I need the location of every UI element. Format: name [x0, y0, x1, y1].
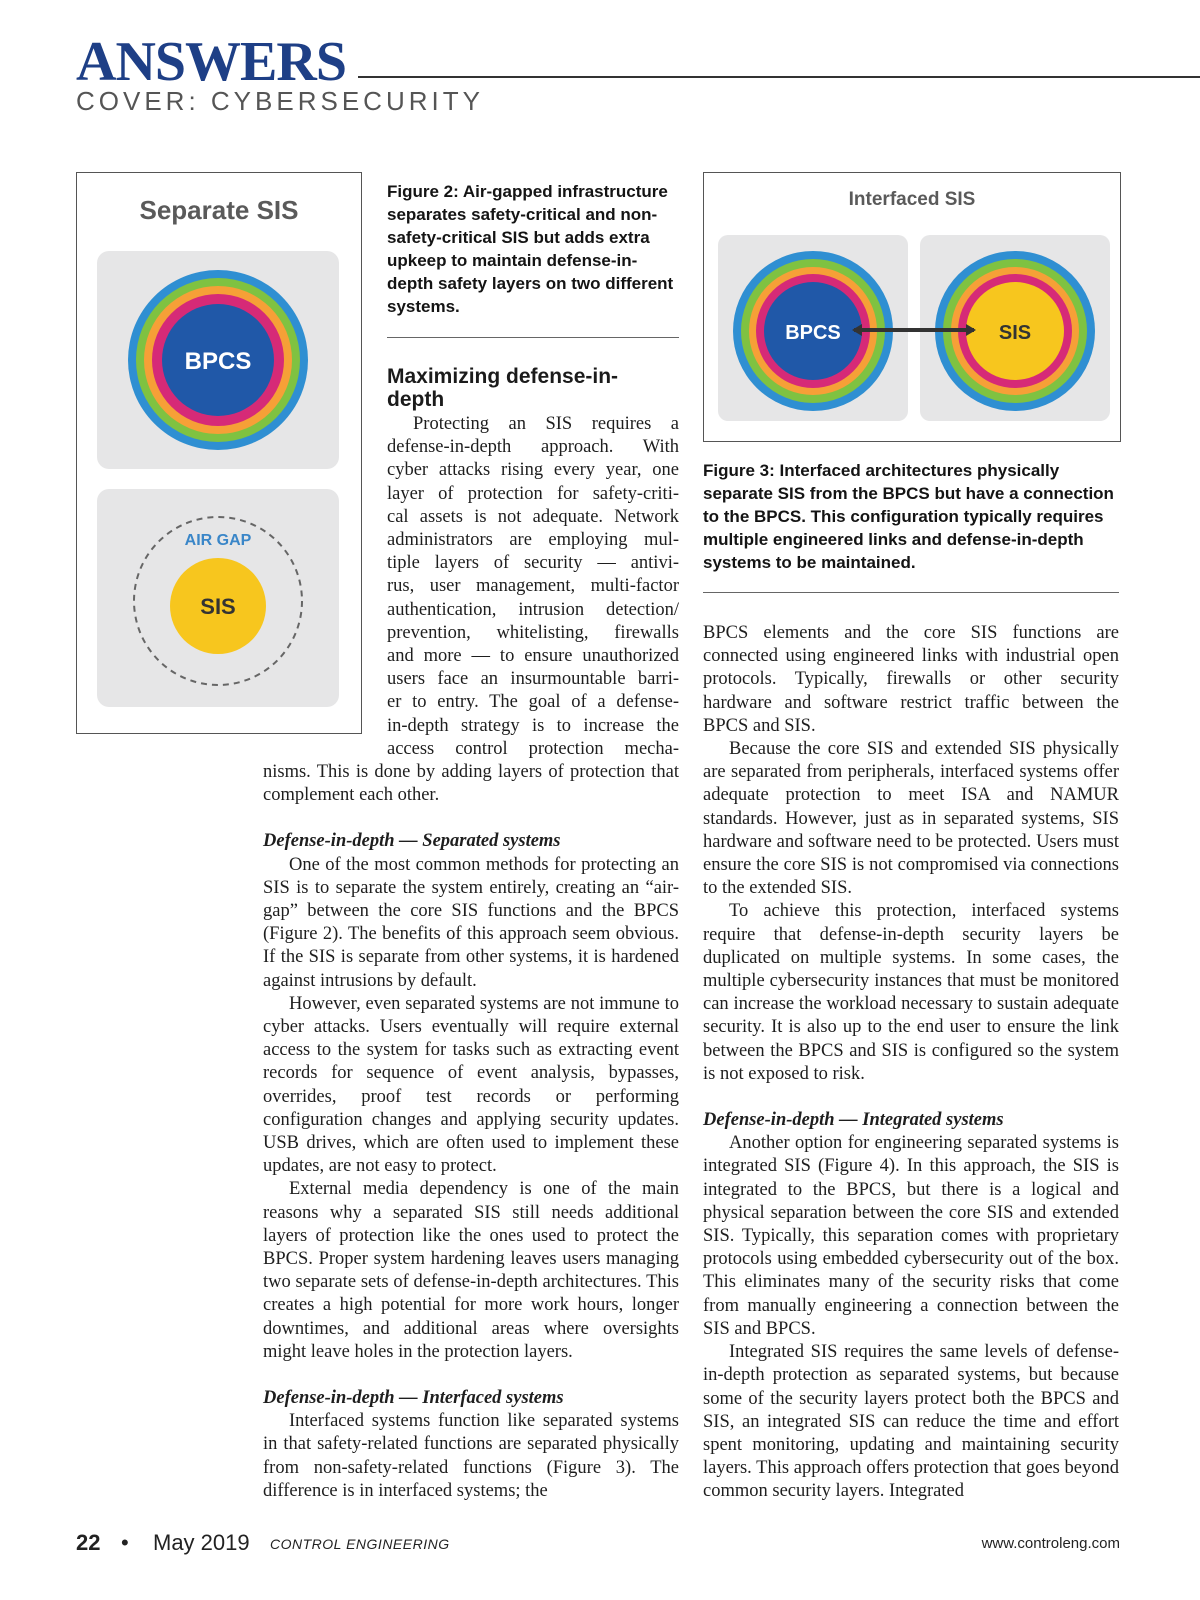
intro-line: and more — to ensure unauthorized: [387, 646, 679, 667]
paragraph: External media dependency is one of the main reasons why a separated SIS still needs additional layers of protection like the ones used to protect the BPCS. Proper system hardening leaves users managing two separate sets of defense-in-depth architectures. This creates a high potential for more work hours, longer downtimes, and additional areas where oversights might leave holes in the protection layers.: [263, 1179, 679, 1362]
paragraph: However, even separated systems are not immune to cyber attacks. Users eventually will require external access to the system for tasks such as extracting event records for sequence of event analysis, bypasses, overrides, proof test records or performing configuration changes and applying security updates. USB drives, which are often used to implement these updates, are not easy to protect.: [263, 993, 679, 1177]
paragraph: Because the core SIS and extended SIS physically are separated from peripherals, interfaced systems offer adequate protection to meet ISA and NAMUR standards. However, just as in separated systems, SIS hardware and software need to be protected. Users must ensure the core SIS is not compromised via connections to the extended SIS.: [703, 739, 1119, 899]
intro-line: rus, user management, multi-factor: [387, 576, 679, 597]
paragraph: To achieve this protection, interfaced systems require that defense-in-depth security layers be duplicated on multiple systems. In some cases, the multiple cybersecurity instances that must be monitored can increase the workload necessary to sustain adequate security. It is also up to the end user to ensure the link between the BPCS and SIS is configured so the system is not exposed to risk.: [703, 901, 1119, 1084]
publication-name: CONTROL ENGINEERING: [270, 1536, 450, 1552]
integrated-systems-heading: Defense-in-depth — Integrated systems: [703, 1110, 1004, 1131]
paragraph: Another option for engineering separated systems is integrated SIS (Figure 4). In this approach, the SIS is integrated to the BPCS, but there is a logical and physical separation between the core SIS and extended SIS. Typically, this separation comes with proprietary protocols using embedded cybersecurity out of the box. This eliminates many of the security risks that come from manually engineering a connection between the SIS and BPCS.: [703, 1133, 1119, 1339]
issue-date: May 2019: [153, 1530, 250, 1555]
left-column: [263, 761, 679, 1503]
sis-label: SIS: [200, 594, 236, 619]
intro-line: Protecting an SIS requires a: [413, 414, 679, 434]
paragraph: BPCS elements and the core SIS functions are connected using engineered links with industrial open protocols. Typically, firewalls or other security hardware and software restrict traffic between the BPCS and SIS.: [703, 623, 1119, 736]
footer-bullet: •: [121, 1530, 129, 1555]
caption-divider: [387, 337, 679, 338]
intro-line: users face an insurmountable barri-: [387, 669, 679, 690]
bpcs-label: BPCS: [785, 322, 841, 344]
intro-line: layer of protection for safety-criti-: [387, 483, 679, 504]
figure-3-title: Interfaced SIS: [848, 189, 976, 210]
intro-line: administrators are employing mul-: [387, 530, 679, 551]
paragraph: Integrated SIS requires the same levels of defense-in-depth protection as separated systems, but because some of the security layers protect both the BPCS and SIS, an integrated SIS can reduce the time and effort spent monitoring, updating and maintaining security layers. This approach offers protection that goes beyond common security layers. Integrated: [703, 1342, 1119, 1502]
section-heading: Maximizing defense-in-depth: [387, 365, 619, 411]
header-rule: [358, 76, 1200, 78]
intro-continued: nisms. This is done by adding layers of protection that complement each other.: [263, 762, 679, 806]
intro-line: er to entry. The goal of a defense-: [387, 692, 679, 713]
section-title: ANSWERS: [76, 31, 346, 93]
intro-line: in-depth strategy is to increase the: [387, 715, 679, 736]
bpcs-rings-diagram: [97, 251, 339, 469]
intro-line: defense-in-depth approach. With: [387, 437, 679, 458]
section-subtitle: COVER: CYBERSECURITY: [76, 86, 484, 116]
intro-line: authentication, intrusion detection/: [387, 599, 679, 620]
intro-line: prevention, whitelisting, firewalls: [387, 622, 679, 643]
intro-wrapped-text: [387, 413, 679, 761]
sis-label: SIS: [998, 322, 1032, 344]
bpcs-panel: [97, 251, 339, 469]
figure-2-separate-sis: [76, 172, 362, 734]
paragraph: Interfaced systems function like separated systems in that safety-related functions are separated physically from non-safety-related functions (Figure 3). The difference is in interfaced systems; the: [263, 1411, 679, 1501]
intro-line: cal assets is not adequate. Network: [387, 506, 679, 527]
sis-airgap-panel: [97, 489, 339, 707]
figure-3-interfaced-sis: [703, 172, 1121, 442]
bpcs-label: BPCS: [184, 348, 252, 375]
page-number: 22: [76, 1530, 101, 1555]
interfaced-diagram: [704, 173, 1120, 441]
separated-systems-heading: Defense-in-depth — Separated systems: [263, 831, 561, 852]
interfaced-systems-heading: Defense-in-depth — Interfaced systems: [263, 1388, 564, 1409]
website-url: www.controleng.com: [981, 1535, 1120, 1552]
airgap-label: AIR GAP: [184, 532, 252, 549]
figure-2-caption: Figure 2: Air-gapped infrastructure separates safety-critical and non-safety-critical SIS but adds extra upkeep to maintain defense-in-depth safety layers on two different systems.: [387, 182, 674, 316]
right-column: [703, 622, 1119, 1504]
airgap-diagram: [97, 489, 339, 707]
intro-line: tiple layers of security — antivi-: [387, 553, 679, 574]
figure-2-title: Separate SIS: [139, 195, 299, 225]
figure-3-caption: Figure 3: Interfaced architectures physically separate SIS from the BPCS but have a connection to the BPCS. This configuration typically requires multiple engineered links and defense-in-depth systems to be maintained.: [703, 461, 1114, 572]
caption-divider: [703, 592, 1119, 593]
paragraph: One of the most common methods for protecting an SIS is to separate the system entirely, creating an “air-gap” between the core SIS functions and the BPCS (Figure 2). The benefits of this approach seem obvious. If the SIS is separate from other systems, it is hardened against intrusions by default.: [263, 854, 679, 991]
intro-line: cyber attacks rising every year, one: [387, 460, 679, 481]
intro-line: access control protection mecha-: [387, 738, 679, 759]
